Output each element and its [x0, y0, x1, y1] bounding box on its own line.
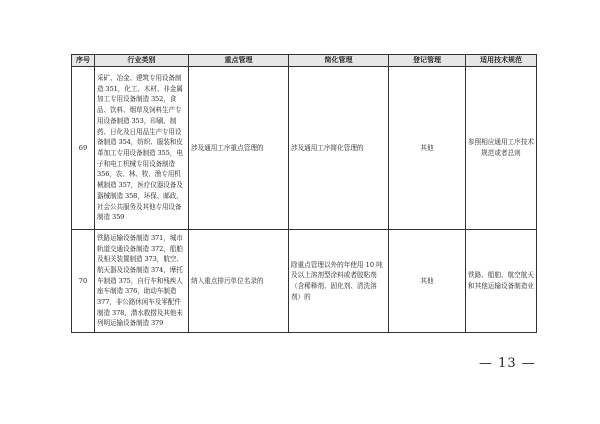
table-row [72, 67, 537, 230]
row-key-management: 涉及通用工序重点管理的 [189, 67, 289, 230]
header-registration-management: 登记管理 [389, 55, 466, 67]
table-row [72, 230, 537, 333]
table-header-row [72, 55, 537, 67]
header-technical-specification: 适用技术规范 [466, 55, 537, 67]
row-technical-specification: 铁路、船舶、航空航天和其他运输设备制造业 [466, 230, 537, 333]
header-simplified-management: 简化管理 [289, 55, 389, 67]
row-simplified-management: 除重点管理以外的年使用 10 吨及以上溶剂型涂料或者胶粘剂（含稀释剂、固化剂、清洗溶剂）的 [289, 230, 389, 333]
row-key-management: 纳入重点排污单位名录的 [189, 230, 289, 333]
row-index: 70 [72, 230, 95, 333]
page-number: — 13 — [479, 356, 536, 371]
row-simplified-management: 涉及通用工序简化管理的 [289, 67, 389, 230]
pollution-permit-table [71, 54, 537, 333]
row-technical-specification: 参照相应通用工序技术规范或者总则 [466, 67, 537, 230]
header-index: 序号 [72, 55, 95, 67]
header-industry-category: 行业类别 [95, 55, 189, 67]
row-registration-management: 其他 [389, 230, 466, 333]
row-industry-category: 采矿、冶金、建筑专用设备制造 351，化工、木材、非金属加工专用设备制造 352，食品、饮料、烟草及饲料生产专用设备制造 353，印刷、制药、日化及日用品生产专用设备制造 354，纺织、服装和皮革加工专用设备制造 355，电子和电工机械专用设备制造 356，农、林、牧、渔专用机械制造 357，医疗仪器设备及器械制造 358，环保、邮政、社会公共服务及其他专用设备制造 359 [95, 67, 189, 230]
row-registration-management: 其他 [389, 67, 466, 230]
row-index: 69 [72, 67, 95, 230]
header-key-management: 重点管理 [189, 55, 289, 67]
row-industry-category: 铁路运输设备制造 371，城市轨道交通设备制造 372，船舶及相关装置制造 373，航空、航天器及设备制造 374，摩托车制造 375，自行车和残疾人座车制造 376，助动车制造 377，非公路休闲车及零配件制造 378，潜水救捞及其他未列明运输设备制造 379 [95, 230, 189, 333]
